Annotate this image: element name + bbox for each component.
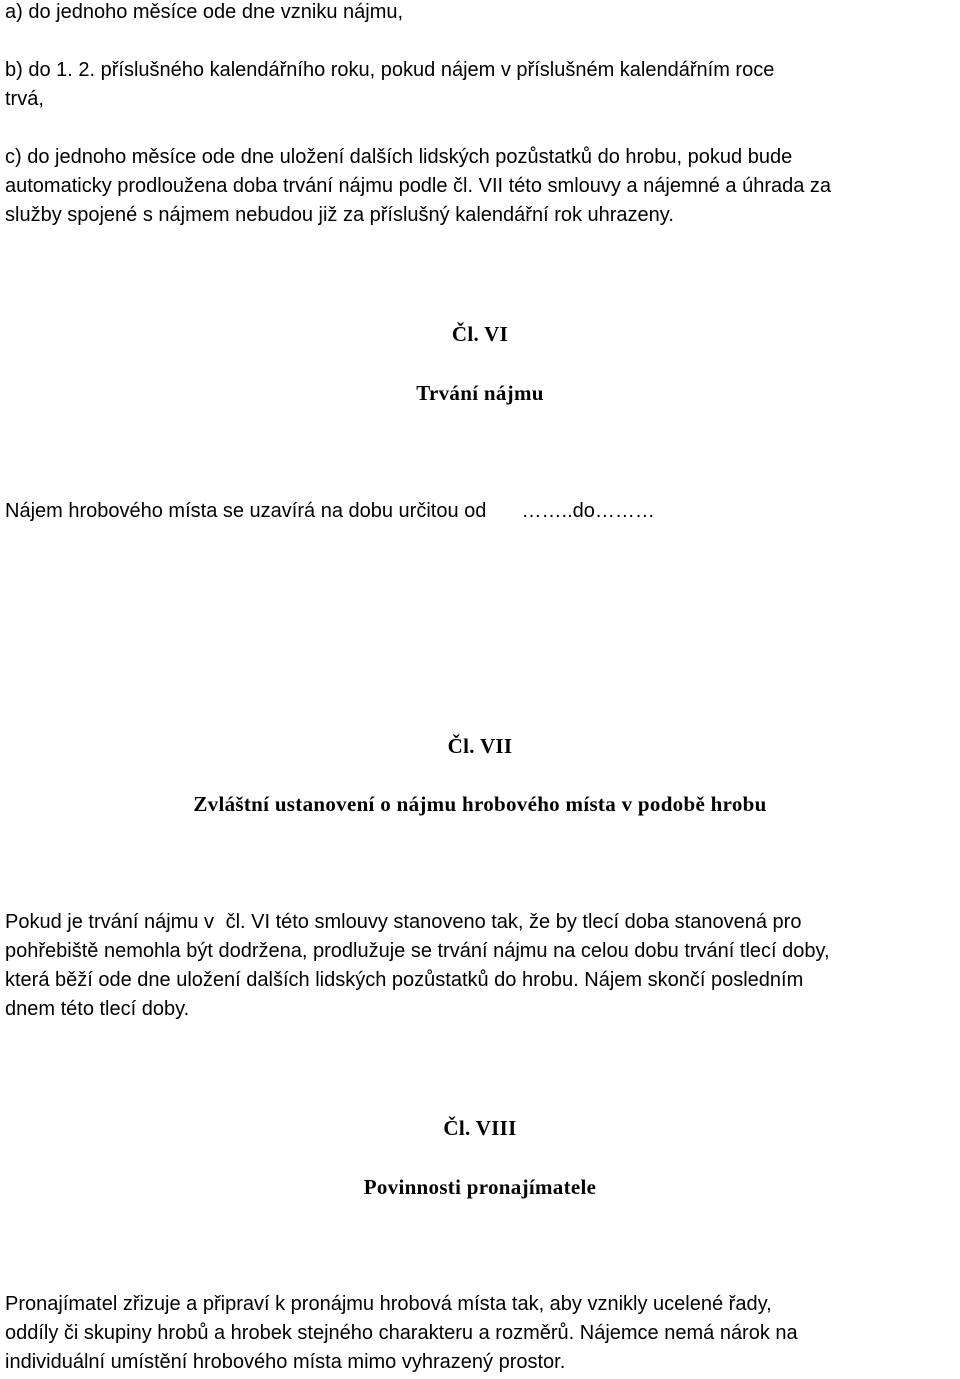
- article-6-date-blank: ……..do………: [521, 500, 655, 522]
- list-item-c: [5, 143, 955, 230]
- article-8-line-1: Pronajímatel zřizuje a připraví k pronájmu hrobová místa tak, aby vznikly ucelené řady,: [5, 1293, 772, 1315]
- list-item-a: [5, 0, 955, 27]
- article-6-text-prefix: Nájem hrobového místa se uzavírá na dobu určitou od: [5, 500, 487, 522]
- article-8-number: Čl. VIII: [443, 1116, 517, 1140]
- list-item-b: [5, 56, 955, 114]
- list-item-c-line-1: c) do jednoho měsíce ode dne uložení dalších lidských pozůstatků do hrobu, pokud bude: [5, 146, 793, 168]
- article-7-line-1a: Pokud je trvání nájmu v: [5, 911, 214, 933]
- article-7-line-3: která běží ode dne uložení dalších lidských pozůstatků do hrobu. Nájem skončí posledním: [5, 969, 804, 991]
- article-6-text: [5, 497, 955, 526]
- list-item-b-line-1: b) do 1. 2. příslušného kalendářního roku, pokud nájem v příslušném kalendářním roce: [5, 59, 775, 81]
- article-7-title: Zvláštní ustanovení o nájmu hrobového místa v podobě hrobu: [193, 792, 767, 816]
- article-6-title: Trvání nájmu: [416, 381, 544, 405]
- list-item-c-line-3: služby spojené s nájmem nebudou již za příslušný kalendářní rok uhrazeny.: [5, 204, 674, 226]
- article-8-line-2: oddíly či skupiny hrobů a hrobek stejného charakteru a rozměrů. Nájemce nemá nárok na: [5, 1322, 798, 1344]
- article-6-number: Čl. VI: [451, 322, 509, 346]
- article-8-line-3: individuální umístění hrobového místa mimo vyhrazený prostor.: [5, 1351, 566, 1373]
- article-7-line-4: dnem této tlecí doby.: [5, 998, 190, 1020]
- article-7-paragraph: [5, 908, 955, 1024]
- list-item-a-text: a) do jednoho měsíce ode dne vzniku nájmu,: [5, 1, 404, 23]
- article-7-line-2: pohřebiště nemohla být dodržena, prodlužuje se trvání nájmu na celou dobu trvání tlecí doby,: [5, 940, 830, 962]
- list-item-c-line-2: automaticky prodloužena doba trvání nájmu podle čl. VII této smlouvy a nájemné a úhrada za: [5, 175, 832, 197]
- list-item-b-line-2: trvá,: [5, 88, 44, 110]
- article-7-number: Čl. VII: [447, 734, 513, 758]
- article-7-line-1b: čl. VI této smlouvy stanoveno tak, že by tlecí doba stanovená pro: [225, 911, 802, 933]
- article-8-title: Povinnosti pronajímatele: [363, 1175, 597, 1199]
- article-8-paragraph: [5, 1290, 955, 1377]
